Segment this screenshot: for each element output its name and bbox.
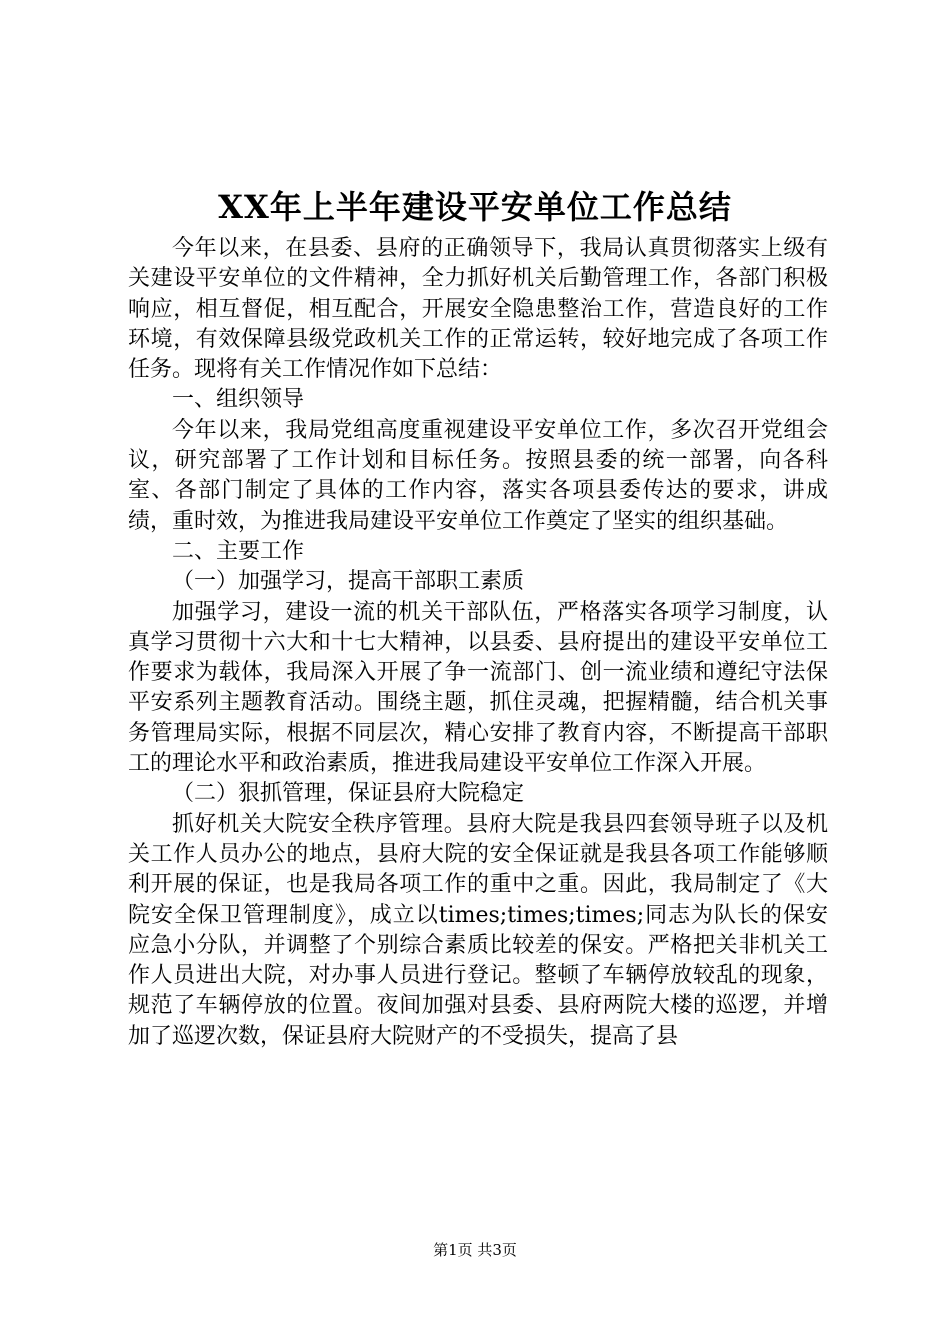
paragraph-intro: 今年以来，在县委、县府的正确领导下，我局认真贯彻落实上级有关建设平安单位的文件精神，全力抓好机关后勤管理工作，各部门积极响应，相互督促，相互配合，开展安全隐患整治工作，营造良好的工作环境，有效保障县级党政机关工作的正常运转，较好地完成了各项工作任务。现将有关工作情况作如下总结： — [128, 236, 828, 383]
section-heading-organization: 一、组织领导 — [172, 387, 305, 413]
page-footer: 第1页 共3页 — [433, 1241, 517, 1259]
subsection-heading-study: （一）加强学习，提高干部职工素质 — [172, 569, 525, 595]
paragraph-organization: 今年以来，我局党组高度重视建设平安单位工作，多次召开党组会议，研究部署了工作计划和目标任务。按照县委的统一部署，向各科室、各部门制定了具体的工作内容，落实各项县委传达的要求，讲成绩，重时效，为推进我局建设平安单位工作奠定了坚实的组织基础。 — [128, 417, 828, 534]
section-heading-main-work: 二、主要工作 — [172, 538, 305, 564]
subsection-heading-management: （二）狠抓管理，保证县府大院稳定 — [172, 781, 525, 807]
paragraph-study: 加强学习，建设一流的机关干部队伍，严格落实各项学习制度，认真学习贯彻十六大和十七大精神，以县委、县府提出的建设平安单位工作要求为载体，我局深入开展了争一流部门、创一流业绩和遵纪守法保平安系列主题教育活动。围绕主题，抓住灵魂，把握精髓，结合机关事务管理局实际，根据不同层次，精心安排了教育内容，不断提高干部职工的理论水平和政治素质，推进我局建设平安单位工作深入开展。 — [128, 599, 828, 777]
document-body — [128, 234, 828, 1052]
document-title: XX年上半年建设平安单位工作总结 — [218, 188, 732, 226]
paragraph-management: 抓好机关大院安全秩序管理。县府大院是我县四套领导班子以及机关工作人员办公的地点，县府大院的安全保证就是我县各项工作能够顺利开展的保证，也是我局各项工作的重中之重。因此，我局制定了《大院安全保卫管理制度》，成立以times;times;times;同志为队长的保安应急小分队，并调整了个别综合素质比较差的保安。严格把关非机关工作人员进出大院，对办事人员进行登记。整顿了车辆停放较乱的现象，规范了车辆停放的位置。夜间加强对县委、县府两院大楼的巡逻，并增加了巡逻次数，保证县府大院财产的不受损失，提高了县 — [128, 811, 828, 1049]
